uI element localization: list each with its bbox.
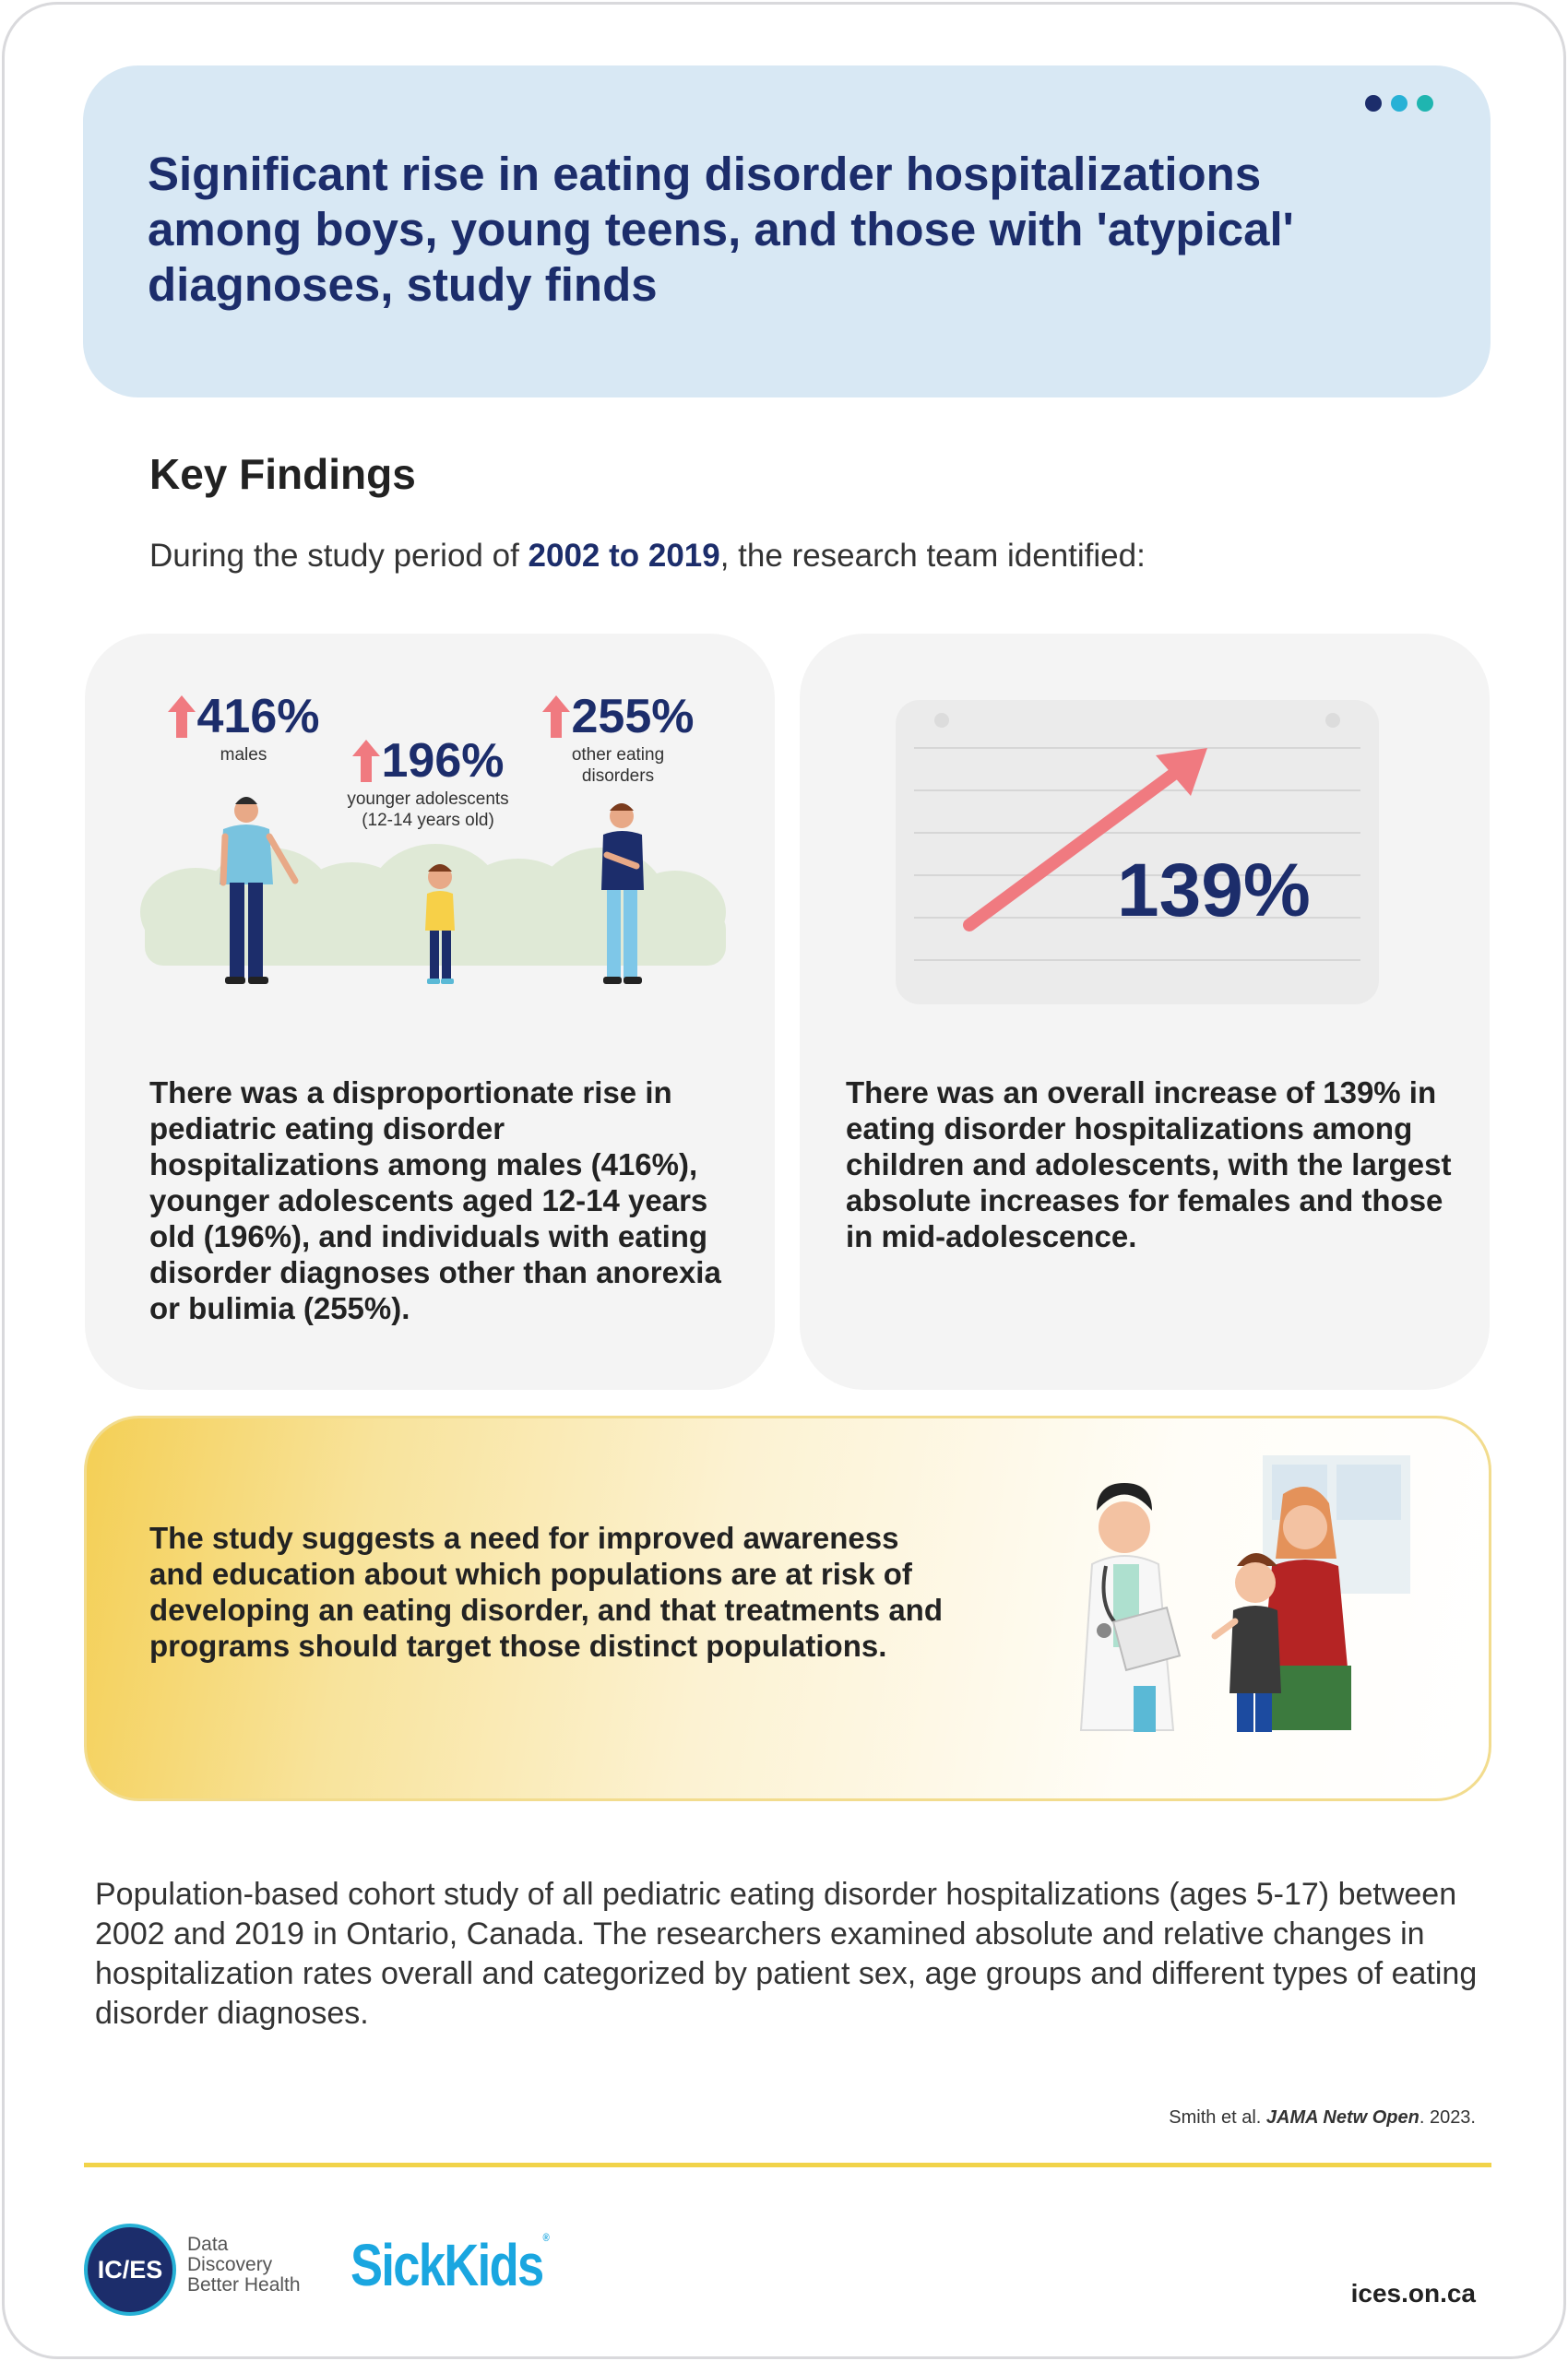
stat-males xyxy=(151,689,336,765)
boy-figure-icon xyxy=(425,864,455,984)
stat-number: 416% xyxy=(196,690,320,743)
demographics-card xyxy=(85,634,775,1390)
stat-label: younger adolescents (12-14 years old) xyxy=(347,789,509,830)
key-findings-intro xyxy=(149,538,1146,575)
infographic-page xyxy=(2,2,1566,2359)
tagline-line: Data xyxy=(187,2234,229,2255)
arrow-up-icon xyxy=(542,695,570,738)
overall-increase-card xyxy=(800,634,1490,1390)
study-description: Population-based cohort study of all pediatric eating disorder hospitalizations (ages 5-17) between 2002 and 2019 in Ontario, Canada. The researchers examined absolute and relative changes in hospitalization rates overall and categorized by patient sex, age groups and different types of eating disorder diagnoses. xyxy=(95,1877,1478,2031)
child-icon xyxy=(1215,1553,1281,1732)
doctor-family-illustration xyxy=(1041,1455,1429,1769)
overall-increase-value: 139% xyxy=(1117,848,1311,932)
doctor-icon xyxy=(1081,1483,1180,1732)
stat-number: 255% xyxy=(571,690,695,743)
sickkids-wordmark: SickKids xyxy=(350,2232,543,2298)
whiteboard xyxy=(896,700,1379,1004)
ices-logo: IC/ES xyxy=(84,2224,176,2316)
page-title: Significant rise in eating disorder hospitalizations among boys, young teens, and those with 'atypical' diagnoses, study finds xyxy=(148,148,1294,311)
citation-year: . 2023. xyxy=(1419,2107,1476,2128)
stat-value xyxy=(542,689,695,744)
ices-tagline xyxy=(187,2235,301,2296)
dot-icon xyxy=(1365,95,1382,112)
footer-divider xyxy=(84,2163,1491,2167)
citation-authors: Smith et al. xyxy=(1169,2107,1266,2128)
intro-prefix: During the study period of xyxy=(149,538,529,574)
stat-number: 196% xyxy=(381,734,505,788)
recommendation-text: The study suggests a need for improved awareness and education about which populations are at risk of developing an eating disorder, and that treatments and programs should target those distinct populations. xyxy=(149,1521,943,1663)
website-url: ices.on.ca xyxy=(1350,2279,1476,2308)
stat-other-eating-disorders xyxy=(526,689,710,787)
stat-value xyxy=(168,689,320,744)
intro-suffix: , the research team identified: xyxy=(719,538,1146,574)
stat-label: males xyxy=(220,745,267,765)
tagline-line: Better Health xyxy=(187,2274,301,2296)
arrow-up-icon xyxy=(168,695,196,738)
stat-value xyxy=(352,733,505,789)
citation-journal: JAMA Netw Open xyxy=(1265,2107,1420,2128)
tagline-line: Discovery xyxy=(187,2254,273,2275)
decorative-dots xyxy=(1365,95,1433,112)
key-findings-heading: Key Findings xyxy=(149,450,416,498)
header-banner xyxy=(83,65,1491,397)
citation xyxy=(1169,2107,1476,2129)
study-period: 2002 to 2019 xyxy=(528,538,720,574)
demographics-text: There was a disproportionate rise in pediatric eating disorder hospitalizations among males (416%), younger adolescents aged 12-14 years old (196%), and individuals with eating disorder diagnoses other than anorexia or bulimia (255%). xyxy=(149,1075,721,1325)
arrow-up-icon xyxy=(352,740,380,782)
dot-icon xyxy=(1417,95,1433,112)
stat-label: other eating disorders xyxy=(571,745,665,786)
recommendation-card xyxy=(84,1416,1491,1801)
registered-mark: ® xyxy=(542,2231,550,2244)
overall-increase-text: There was an overall increase of 139% in eating disorder hospitalizations among children and adolescents, with the largest absolute increases for females and those in mid-adolescence. xyxy=(846,1075,1452,1253)
dot-icon xyxy=(1391,95,1408,112)
sickkids-logo xyxy=(350,2231,550,2299)
stat-younger-adolescents xyxy=(327,733,529,831)
